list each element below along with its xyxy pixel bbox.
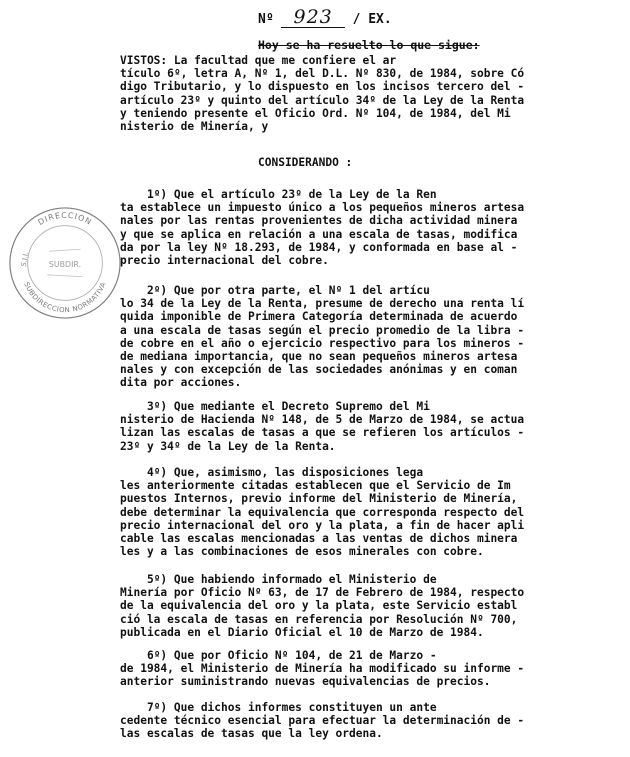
resolution-number: 923: [281, 8, 344, 28]
considerando-paragraph-5: 5º) Que habiendo informado el Ministerio de Minería por Oficio Nº 63, de 17 de Febrero de 1984, respecto de la equivalencia del oro y la plata, este Servicio establ ció la escala de tasas en referencia por Resolución Nº 700, publicada en el Diario Oficial el 10 de Marzo de 1984.: [120, 573, 525, 639]
considerando-paragraph-1: 1º) Que el artículo 23º de la Ley de la Ren ta establece un impuesto único a los pequeños mineros artesa nales por las rentas provenientes de dicha actividad minera y que se aplica en relación a una escala de tasas, modifica da por la ley Nº 18.293, de 1984, y conformada en base al - precio internacional del cobre.: [120, 188, 525, 268]
considerando-paragraph-4: 4º) Que, asimismo, las disposiciones lega les anteriormente citadas establecen que el Servicio de Im puestos Internos, previo informe del Ministerio de Minería, debe determinar la equivalencia que corresponda respecto del precio internacional del oro y la plata, a fin de hacer apli cable las escalas mencionadas a las ventas de dichos minera les y a las combinaciones de esos minerales con cobre.: [120, 466, 525, 559]
svg-text:SUBDIRECCION NORMATIVA: SUBDIRECCION NORMATIVA: [22, 280, 108, 315]
considerando-paragraph-3: 3º) Que mediante el Decreto Supremo del Mi nisterio de Hacienda Nº 148, de 5 de Marzo de 1984, se actua lizan las escalas de tasas a que se refieren los artículos - 23º y 34º de la Ley de la Renta.: [120, 400, 525, 453]
number-prefix: Nº: [258, 12, 274, 27]
number-suffix: / EX.: [352, 12, 392, 27]
considerando-paragraph-6: 6º) Que por Oficio Nº 104, de 21 de Marzo - de 1984, el Ministerio de Minería ha modificado su informe - anterior suministrando nuevas equivalencias de precios.: [120, 649, 525, 689]
resolution-number-line: [258, 8, 392, 28]
struck-out-line: Hoy se ha resuelto lo que sigue:: [258, 38, 480, 52]
considerando-paragraph-2: 2º) Que por otra parte, el Nº 1 del artícu lo 34 de la Ley de la Renta, presume de derecho una renta lí quida imponible de Primera Categoría determinada de acuerdo a una escala de tasas según el precio promedio de la libra - de cobre en el año o ejercicio respectivo para los mineros - de mediana importancia, que no sean pequeños mineros artesa nales y con excepción de las sociedades anónimas y en coman dita por acciones.: [120, 284, 525, 390]
vistos-paragraph: VISTOS: La facultad que me confiere el ar tículo 6º, letra A, Nº 1, del D.L. Nº 830, de 1984, sobre Có digo Tributario, y lo dispuesto en los incisos tercero del - artículo 23º y quinto del artículo 34º de la Ley de la Renta y teniendo presente el Oficio Ord. Nº 104, de 1984, del Mi nisterio de Minería, y: [120, 54, 525, 134]
svg-text:S.I.I.: S.I.I.: [19, 251, 31, 268]
svg-text:DIRECCION: DIRECCION: [36, 210, 94, 227]
considerando-paragraph-7: 7º) Que dichos informes constituyen un ante cedente técnico esencial para efectuar la determinación de - las escalas de tasas que la ley ordena.: [120, 701, 525, 741]
official-stamp-seal: [6, 204, 124, 322]
considerando-title: CONSIDERANDO :: [258, 156, 353, 169]
svg-text:SUBDIR.: SUBDIR.: [48, 259, 82, 269]
